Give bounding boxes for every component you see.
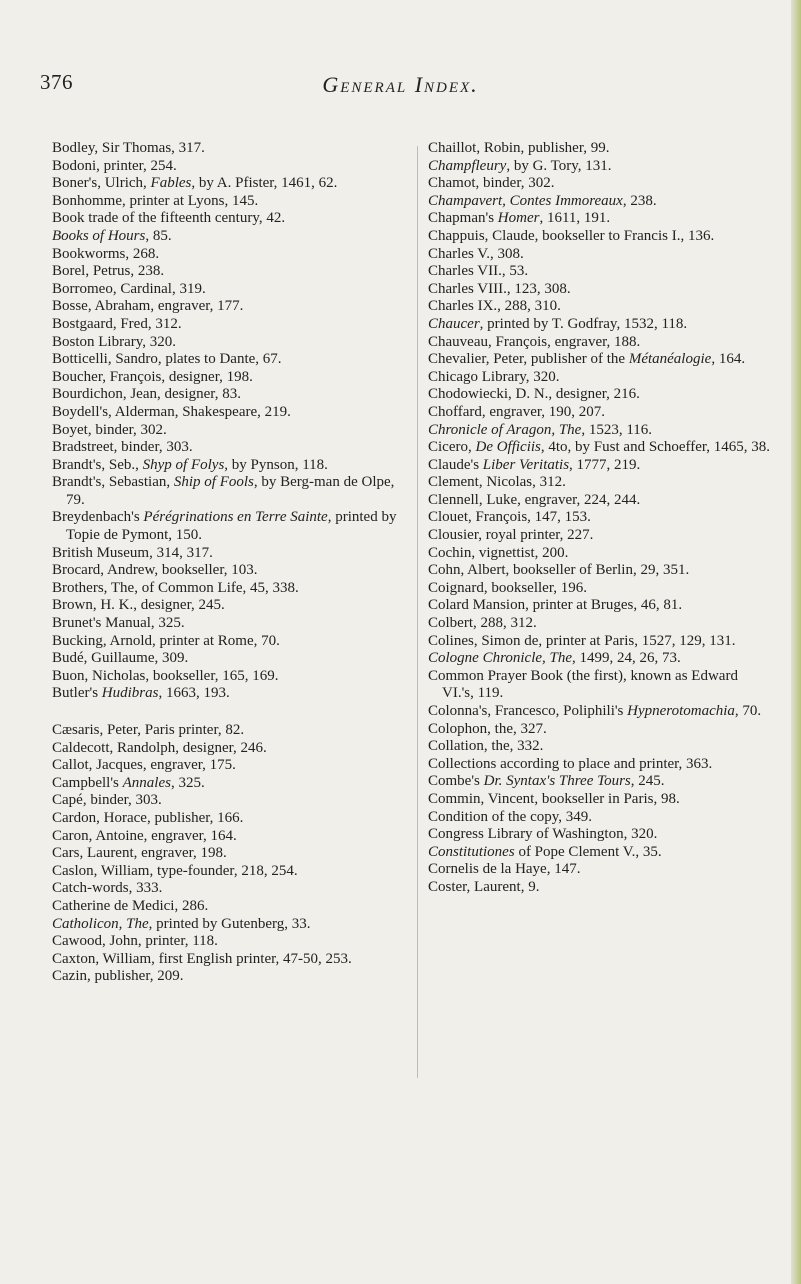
index-entry: Catherine de Medici, 286. xyxy=(52,897,209,914)
index-entry: Charles VIII., 123, 308. xyxy=(428,280,571,297)
index-entry: Caldecott, Randolph, designer, 246. xyxy=(52,739,267,756)
index-entry: Cologne Chronicle, The, 1499, 24, 26, 73. xyxy=(428,650,681,667)
index-entry: Brandt's, Sebastian, Ship of Fools, by Berg-man de Olpe, 79. xyxy=(52,474,395,508)
index-entry: Clement, Nicolas, 312. xyxy=(428,474,566,491)
index-entry: Claude's Liber Veritatis, 1777, 219. xyxy=(428,456,641,473)
index-entry: Colines, Simon de, printer at Paris, 1527, 129, 131. xyxy=(428,632,736,649)
index-entry: Brothers, The, of Common Life, 45, 338. xyxy=(52,579,299,596)
index-entry: Chauveau, François, engraver, 188. xyxy=(428,333,641,350)
index-entry: British Museum, 314, 317. xyxy=(52,544,213,561)
index-entry: Colbert, 288, 312. xyxy=(428,615,537,632)
page-edge xyxy=(791,0,801,1284)
index-entry: Cornelis de la Haye, 147. xyxy=(428,861,581,878)
index-entry: Chicago Library, 320. xyxy=(428,368,560,385)
index-entry: Callot, Jacques, engraver, 175. xyxy=(52,757,236,774)
index-entry: Chaillot, Robin, publisher, 99. xyxy=(428,140,610,156)
index-entry: Brocard, Andrew, bookseller, 103. xyxy=(52,562,258,579)
index-entry: Bookworms, 268. xyxy=(52,245,160,262)
index-entry: Bodoni, printer, 254. xyxy=(52,157,177,174)
index-entry: Books of Hours, 85. xyxy=(52,227,172,244)
index-entry: Cicero, De Officiis, 4to, by Fust and Schoeffer, 1465, 38. xyxy=(428,439,770,456)
index-entry: Chamot, binder, 302. xyxy=(428,175,555,192)
index-entry: Boston Library, 320. xyxy=(52,333,177,350)
index-entry: Choffard, engraver, 190, 207. xyxy=(428,403,605,420)
index-entry: Bourdichon, Jean, designer, 83. xyxy=(52,386,241,403)
index-entry: Catch-words, 333. xyxy=(52,880,163,897)
index-entry: Colophon, the, 327. xyxy=(428,720,547,737)
index-entry: Colonna's, Francesco, Poliphili's Hypnerotomachia, 70. xyxy=(428,703,762,719)
index-entry: Butler's Hudibras, 1663, 193. xyxy=(52,685,230,702)
index-entry: Constitutiones of Pope Clement V., 35. xyxy=(428,843,662,860)
index-column-left xyxy=(52,140,412,986)
index-entry: Cohn, Albert, bookseller of Berlin, 29, 351. xyxy=(428,562,690,579)
index-entry: Bradstreet, binder, 303. xyxy=(52,439,193,456)
index-entry: Chappuis, Claude, bookseller to Francis I., 136. xyxy=(428,227,715,244)
index-entry: Brandt's, Seb., Shyp of Folys, by Pynson, 118. xyxy=(52,456,328,473)
index-entry: Champfleury, by G. Tory, 131. xyxy=(428,157,612,174)
index-entry: Bonhomme, printer at Lyons, 145. xyxy=(52,192,259,209)
index-entry: Champavert, Contes Immoreaux, 238. xyxy=(428,192,657,209)
page-number: 376 xyxy=(40,70,73,94)
index-entry: Chevalier, Peter, publisher of the Métanéalogie, 164. xyxy=(428,351,746,368)
index-entry: Brown, H. K., designer, 245. xyxy=(52,597,225,614)
index-column-right xyxy=(428,140,773,897)
index-entry: Charles V., 308. xyxy=(428,245,524,262)
index-entry: Botticelli, Sandro, plates to Dante, 67. xyxy=(52,351,282,368)
index-entry: Caxton, William, first English printer, 47-50, 253. xyxy=(52,950,352,967)
index-entry: Chronicle of Aragon, The, 1523, 116. xyxy=(428,421,653,438)
index-entry: Brunet's Manual, 325. xyxy=(52,615,185,632)
index-entry: Boucher, François, designer, 198. xyxy=(52,368,253,385)
index-entry: Campbell's Annales, 325. xyxy=(52,774,205,791)
index-entry: Boyet, binder, 302. xyxy=(52,421,167,438)
index-entry: Condition of the copy, 349. xyxy=(428,808,593,825)
index-entry: Boner's, Ulrich, Fables, by A. Pfister, 1461, 62. xyxy=(52,175,338,192)
index-entry: Coster, Laurent, 9. xyxy=(428,878,540,895)
index-entry: Boydell's, Alderman, Shakespeare, 219. xyxy=(52,403,291,420)
index-entry: Commin, Vincent, bookseller in Paris, 98. xyxy=(428,790,680,807)
index-entry: Catholicon, The, printed by Gutenberg, 33. xyxy=(52,915,311,932)
index-entry: Common Prayer Book (the first), known as Edward VI.'s, 119. xyxy=(428,667,738,702)
index-entry: Capé, binder, 303. xyxy=(52,792,162,809)
index-entry: Chaucer, printed by T. Godfray, 1532, 118. xyxy=(428,315,688,332)
index-entry: Breydenbach's Pérégrinations en Terre Sainte, printed by Topie de Pymont, 150. xyxy=(52,509,397,544)
index-entry: Cardon, Horace, publisher, 166. xyxy=(52,809,244,826)
index-entry: Bodley, Sir Thomas, 317. xyxy=(52,140,205,156)
index-entry: Chodowiecki, D. N., designer, 216. xyxy=(428,386,640,403)
index-entry: Collections according to place and printer, 363. xyxy=(428,755,713,772)
index-entry: Congress Library of Washington, 320. xyxy=(428,826,658,843)
index-entry: Caslon, William, type-founder, 218, 254. xyxy=(52,862,298,879)
index-entry: Collation, the, 332. xyxy=(428,738,544,755)
index-entry: Clouet, François, 147, 153. xyxy=(428,509,591,526)
index-entry: Cochin, vignettist, 200. xyxy=(428,544,569,561)
running-title: General Index. xyxy=(322,72,479,97)
index-entry: Combe's Dr. Syntax's Three Tours, 245. xyxy=(428,773,665,790)
index-entry: Bucking, Arnold, printer at Rome, 70. xyxy=(52,632,280,649)
index-entry: Charles VII., 53. xyxy=(428,263,529,280)
index-entry: Budé, Guillaume, 309. xyxy=(52,650,189,667)
index-entry: Bosse, Abraham, engraver, 177. xyxy=(52,298,244,315)
index-entry: Charles IX., 288, 310. xyxy=(428,298,561,315)
index-entry: Clousier, royal printer, 227. xyxy=(428,527,594,544)
index-entry: Clennell, Luke, engraver, 224, 244. xyxy=(428,491,641,508)
index-entry: Buon, Nicholas, bookseller, 165, 169. xyxy=(52,667,279,684)
index-entry: Chapman's Homer, 1611, 191. xyxy=(428,210,611,227)
index-entry: Borel, Petrus, 238. xyxy=(52,263,165,280)
column-divider xyxy=(417,146,418,1078)
index-entry: Coignard, bookseller, 196. xyxy=(428,579,587,596)
index-entry: Cars, Laurent, engraver, 198. xyxy=(52,845,227,862)
index-entry: Colard Mansion, printer at Bruges, 46, 81. xyxy=(428,597,683,614)
index-entry: Cawood, John, printer, 118. xyxy=(52,933,218,950)
index-entry: Cazin, publisher, 209. xyxy=(52,968,184,985)
index-entry: Bostgaard, Fred, 312. xyxy=(52,315,182,332)
index-entry: Borromeo, Cardinal, 319. xyxy=(52,280,206,297)
index-entry: Cæsaris, Peter, Paris printer, 82. xyxy=(52,722,245,738)
index-entry: Book trade of the fifteenth century, 42. xyxy=(52,210,286,227)
index-entry: Caron, Antoine, engraver, 164. xyxy=(52,827,237,844)
